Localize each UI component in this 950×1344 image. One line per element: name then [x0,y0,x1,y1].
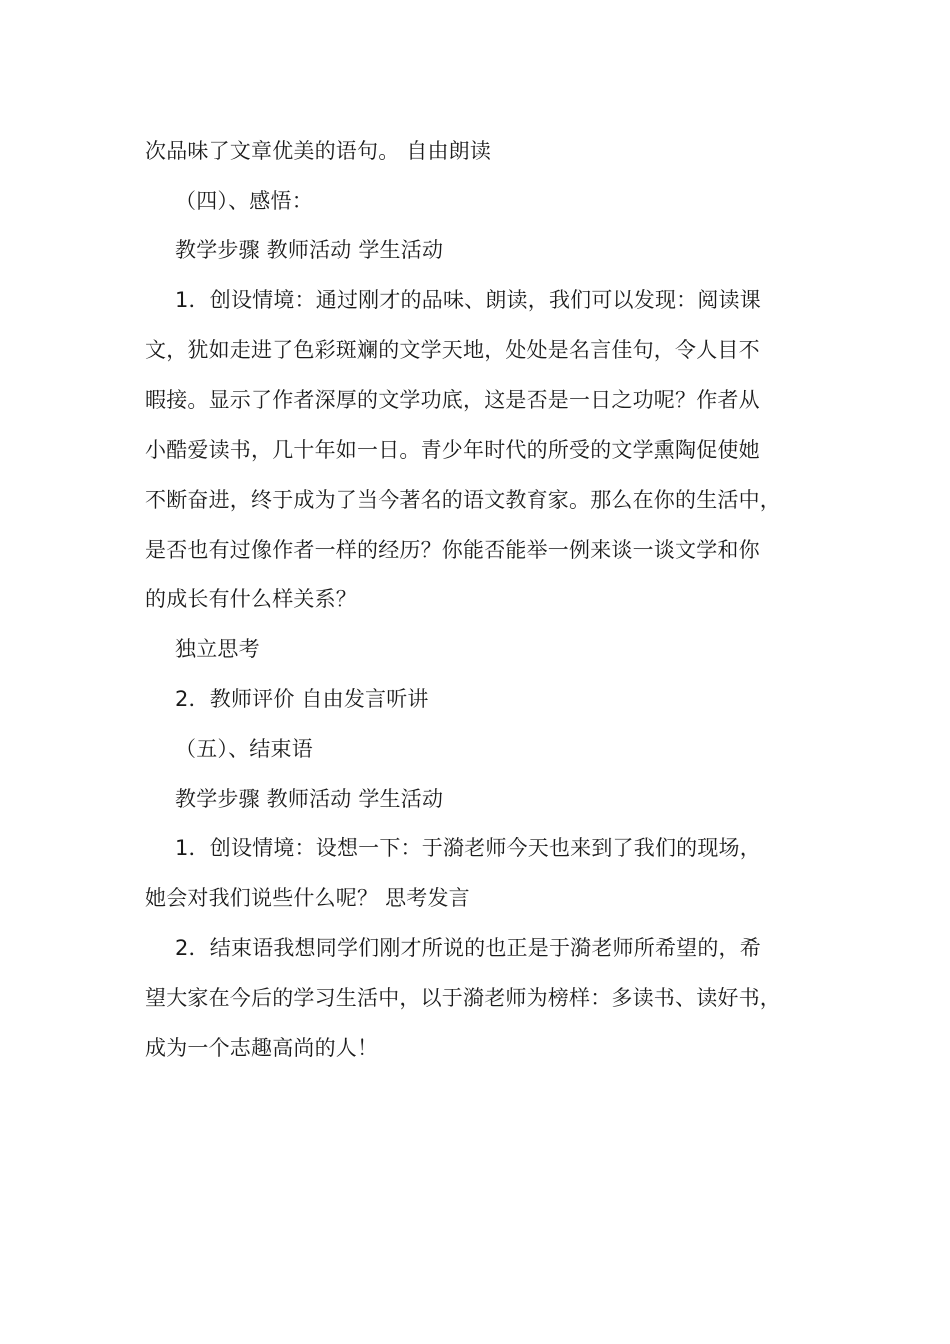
section-heading: （五）、结束语 [175,737,313,761]
text-line: 2．教师评价 自由发言听讲 [175,687,429,711]
text-line: 成为一个志趣高尚的人！ [145,1036,379,1060]
text-line: 1．创设情境：通过刚才的品味、朗读，我们可以发现：阅读课 [175,288,761,312]
text-line: 望大家在今后的学习生活中，以于漪老师为榜样：多读书、读好书， [145,986,781,1010]
table-header-line: 教学步骤 教师活动 学生活动 [175,238,444,262]
text-line: 2．结束语我想同学们刚才所说的也正是于漪老师所希望的，希 [175,936,761,960]
text-line: 小酷爱读书，几十年如一日。青少年时代的所受的文学熏陶促使她 [145,438,760,462]
text-line: 文，犹如走进了色彩斑斓的文学天地，处处是名言佳句，令人目不 [145,338,760,362]
text-line: 次品味了文章优美的语句。 自由朗读 [145,139,492,163]
section-heading: （四）、感悟： [175,189,313,213]
text-line: 的成长有什么样关系？ [145,587,357,611]
table-header-line: 教学步骤 教师活动 学生活动 [175,787,444,811]
text-line: 1．创设情境：设想一下：于漪老师今天也来到了我们的现场， [175,836,761,860]
text-line: 暇接。显示了作者深厚的文学功底，这是否是一日之功呢？作者从 [145,388,760,412]
text-line: 她会对我们说些什么呢？ 思考发言 [145,886,470,910]
text-line: 独立思考 [175,637,260,661]
text-line: 不断奋进，终于成为了当今著名的语文教育家。那么在你的生活中， [145,488,781,512]
text-line: 是否也有过像作者一样的经历？你能否能举一例来谈一谈文学和你 [145,538,760,562]
